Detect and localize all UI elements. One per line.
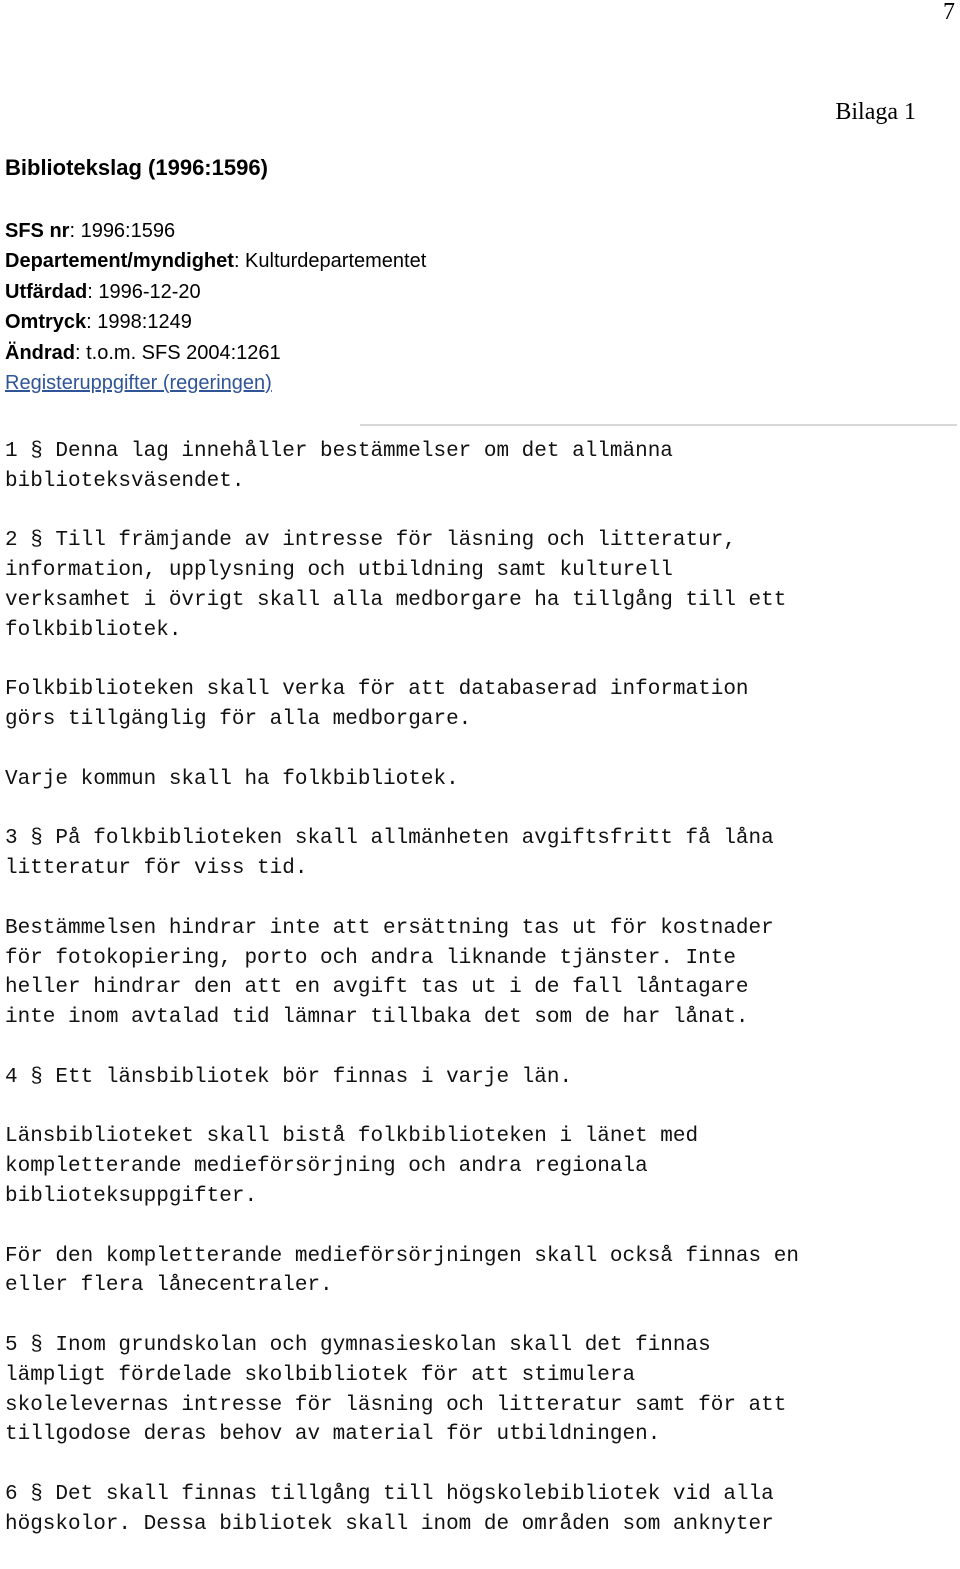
law-paragraph: [5, 824, 945, 884]
meta-amended: [5, 338, 426, 368]
law-paragraph: [5, 1331, 945, 1450]
meta-value: : 1996-12-20: [87, 280, 201, 303]
law-text: [5, 437, 945, 1569]
law-paragraph: [5, 437, 945, 497]
meta-issued: [5, 277, 426, 307]
paragraph-line: 2 § Till främjande av intresse för läsning och litteratur,: [5, 529, 736, 553]
paragraph-line: verksamhet i övrigt skall alla medborgare ha tillgång till ett: [5, 588, 787, 612]
page-number: 7: [943, 0, 955, 25]
paragraph-line: för fotokopiering, porto och andra liknande tjänster. Inte: [5, 946, 736, 970]
metadata-block: [5, 216, 426, 398]
meta-sfs-nr: [5, 216, 426, 246]
paragraph-line: inte inom avtalad tid lämnar tillbaka det som de har lånat.: [5, 1006, 749, 1030]
paragraph-line: litteratur för viss tid.: [5, 857, 308, 881]
law-paragraph: [5, 675, 945, 735]
law-paragraph: [5, 914, 945, 1033]
meta-label: SFS nr: [5, 220, 70, 242]
meta-label: Ändrad: [5, 341, 75, 364]
paragraph-line: 6 § Det skall finnas tillgång till högskolebibliotek vid alla: [5, 1482, 774, 1506]
paragraph-line: Varje kommun skall ha folkbibliotek.: [5, 767, 459, 791]
paragraph-line: görs tillgänglig för alla medborgare.: [5, 708, 472, 732]
paragraph-line: skolelevernas intresse för läsning och litteratur samt för att: [5, 1393, 787, 1417]
paragraph-line: 5 § Inom grundskolan och gymnasieskolan skall det finnas: [5, 1333, 711, 1357]
law-paragraph: [5, 1242, 945, 1302]
paragraph-line: heller hindrar den att en avgift tas ut i de fall låntagare: [5, 976, 749, 1000]
paragraph-line: Folkbiblioteken skall verka för att databaserad information: [5, 678, 749, 702]
paragraph-line: Bestämmelsen hindrar inte att ersättning tas ut för kostnader: [5, 916, 774, 940]
document-title: Bibliotekslag (1996:1596): [5, 155, 268, 180]
paragraph-line: Länsbiblioteket skall bistå folkbiblioteken i länet med: [5, 1125, 699, 1149]
meta-reprint: [5, 307, 426, 337]
section-divider: [360, 424, 957, 426]
meta-label: Omtryck: [5, 311, 87, 334]
meta-value: : 1998:1249: [86, 311, 192, 334]
paragraph-line: eller flera lånecentraler.: [5, 1274, 333, 1298]
meta-register-row: [5, 368, 426, 398]
law-paragraph: [5, 526, 945, 645]
paragraph-line: kompletterande medieförsörjning och andra regionala: [5, 1155, 648, 1179]
paragraph-line: lämpligt fördelade skolbibliotek för att stimulera: [5, 1363, 636, 1387]
meta-label: Utfärdad: [5, 280, 88, 303]
register-link[interactable]: Registeruppgifter (regeringen): [5, 372, 272, 395]
meta-department: [5, 246, 426, 276]
paragraph-line: 3 § På folkbiblioteken skall allmänheten avgiftsfritt få låna: [5, 827, 774, 851]
paragraph-line: 1 § Denna lag innehåller bestämmelser om det allmänna: [5, 440, 673, 463]
paragraph-line: 4 § Ett länsbibliotek bör finnas i varje län.: [5, 1065, 573, 1089]
paragraph-line: biblioteksuppgifter.: [5, 1184, 258, 1208]
law-paragraph: [5, 765, 945, 795]
paragraph-line: biblioteksväsendet.: [5, 469, 245, 493]
meta-label: Departement/myndighet: [5, 250, 234, 273]
paragraph-line: tillgodose deras behov av material för utbildningen.: [5, 1423, 661, 1447]
paragraph-line: information, upplysning och utbildning samt kulturell: [5, 559, 673, 583]
meta-value: : 1996:1596: [69, 220, 176, 242]
paragraph-line: folkbibliotek.: [5, 618, 182, 642]
appendix-label: Bilaga 1: [835, 99, 916, 125]
paragraph-line: För den kompletterande medieförsörjningen skall också finnas en: [5, 1244, 799, 1268]
meta-value: : Kulturdepartementet: [233, 250, 427, 273]
law-paragraph: [5, 1122, 945, 1211]
law-paragraph: [5, 1480, 945, 1540]
meta-value: : t.o.m. SFS 2004:1261: [75, 341, 281, 364]
paragraph-line: högskolor. Dessa bibliotek skall inom de områden som anknyter: [5, 1512, 774, 1536]
law-paragraph: [5, 1063, 945, 1093]
